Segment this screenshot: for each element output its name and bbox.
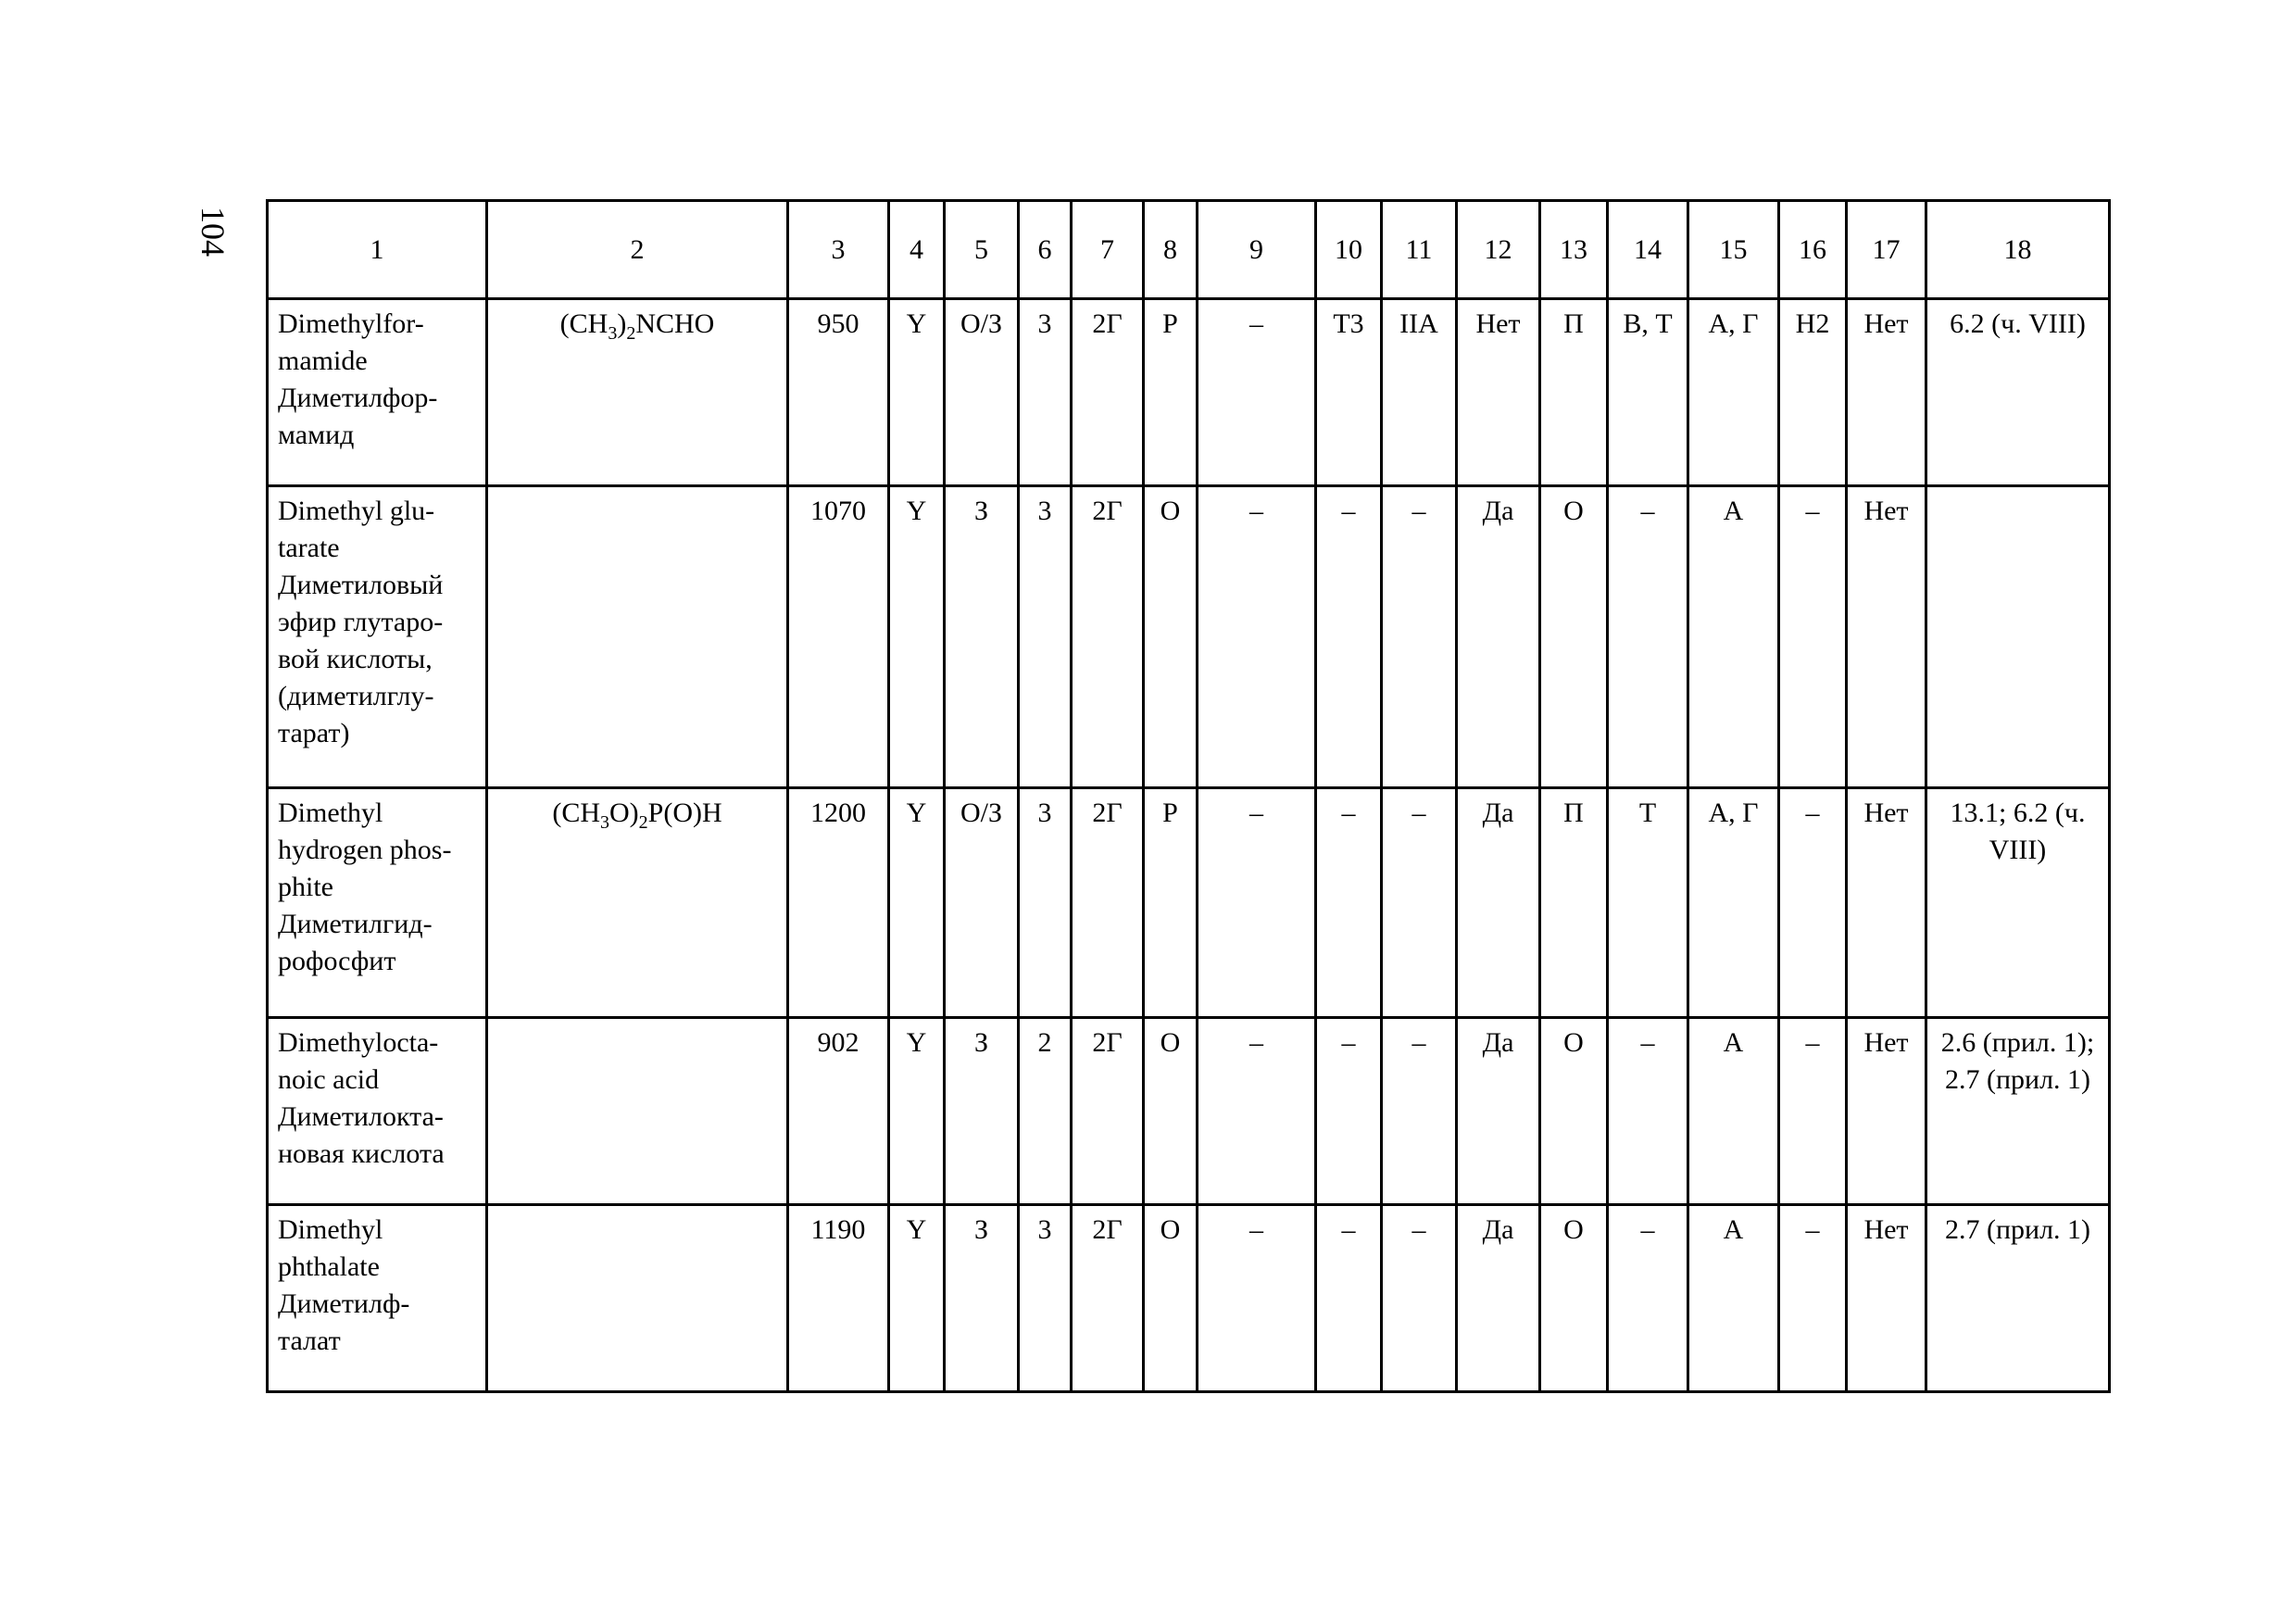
substance-name-line: hydrogen phos-: [278, 835, 452, 865]
header-cell: 2: [487, 201, 788, 299]
table-cell: –: [1608, 486, 1688, 788]
header-cell: 5: [945, 201, 1019, 299]
table-cell: Нет: [1847, 1018, 1926, 1205]
table-cell: 1190: [788, 1205, 889, 1392]
table-cell: А, Г: [1688, 788, 1779, 1018]
table-cell: А, Г: [1688, 299, 1779, 486]
table-cell: З: [945, 1018, 1019, 1205]
table-cell: О/З: [945, 299, 1019, 486]
substance-name-line: tarate: [278, 533, 340, 563]
table-body: [268, 201, 2110, 1392]
substance-name-line: phthalate: [278, 1251, 380, 1282]
substance-name-line: эфир глутаро-: [278, 607, 444, 637]
substance-name-line: рофосфит: [278, 946, 396, 976]
substance-name-line: (диметилглу-: [278, 681, 434, 711]
header-cell: 14: [1608, 201, 1688, 299]
table-cell: Y: [889, 788, 945, 1018]
table-cell: 1200: [788, 788, 889, 1018]
table-cell: О: [1144, 486, 1198, 788]
page-number: 104: [194, 207, 232, 257]
substance-name-line: Dimethyl glu-: [278, 496, 435, 526]
header-cell: 7: [1072, 201, 1144, 299]
table-row: [268, 1018, 2110, 1205]
table-cell: –: [1382, 486, 1457, 788]
table-cell: О: [1540, 486, 1608, 788]
table-cell: –: [1382, 1018, 1457, 1205]
table-cell: –: [1779, 486, 1847, 788]
table-cell: Да: [1457, 1018, 1540, 1205]
table-cell: –: [1198, 1018, 1316, 1205]
header-cell: 12: [1457, 201, 1540, 299]
table-cell: Да: [1457, 1205, 1540, 1392]
substance-name-line: талат: [278, 1326, 341, 1356]
table-cell: –: [1608, 1205, 1688, 1392]
table-cell: О: [1144, 1205, 1198, 1392]
table-cell: З: [945, 486, 1019, 788]
header-cell: 18: [1926, 201, 2110, 299]
table-cell: Y: [889, 1205, 945, 1392]
substance-name-line: mamide: [278, 346, 368, 376]
table-cell: А: [1688, 1205, 1779, 1392]
substance-name-line: Диметилф-: [278, 1288, 410, 1319]
formula-part: 3: [600, 812, 609, 833]
header-cell: 13: [1540, 201, 1608, 299]
substance-name-line: мамид: [278, 420, 355, 450]
substance-name-line: вой кислоты,: [278, 644, 433, 674]
table-cell: О: [1144, 1018, 1198, 1205]
table-cell: П: [1540, 299, 1608, 486]
table-cell: Нет: [1847, 1205, 1926, 1392]
table-cell: Y: [889, 299, 945, 486]
formula-part: NCHO: [635, 308, 715, 339]
header-cell: 9: [1198, 201, 1316, 299]
table-cell: –: [1382, 788, 1457, 1018]
table-row: [268, 1205, 2110, 1392]
reference-cell: [1926, 486, 2110, 788]
header-cell: 11: [1382, 201, 1457, 299]
table-cell: О: [1540, 1205, 1608, 1392]
table-cell: –: [1316, 486, 1382, 788]
chemical-formula: [559, 308, 715, 344]
substance-name-line: Dimethylocta-: [278, 1027, 439, 1058]
substance-name-cell: [268, 1018, 487, 1205]
substance-name-line: Dimethyl: [278, 1214, 383, 1245]
formula-cell: [487, 299, 788, 486]
substance-name-line: phite: [278, 872, 333, 902]
table-cell: Нет: [1847, 788, 1926, 1018]
substance-name-line: Диметилокта-: [278, 1101, 444, 1132]
table-cell: З: [945, 1205, 1019, 1392]
table-cell: Y: [889, 1018, 945, 1205]
table-cell: Т: [1608, 788, 1688, 1018]
table-cell: –: [1779, 788, 1847, 1018]
table-cell: Да: [1457, 486, 1540, 788]
substance-name-line: Диметилгид-: [278, 909, 433, 939]
header-cell: 16: [1779, 201, 1847, 299]
table-cell: Р: [1144, 299, 1198, 486]
substance-name-line: тарат): [278, 718, 350, 748]
header-cell: 8: [1144, 201, 1198, 299]
table-cell: 3: [1019, 788, 1072, 1018]
table-cell: Р: [1144, 788, 1198, 1018]
reference-cell: 6.2 (ч. VIII): [1926, 299, 2110, 486]
table-cell: А: [1688, 1018, 1779, 1205]
header-cell: 15: [1688, 201, 1779, 299]
table-cell: 2Г: [1072, 1205, 1144, 1392]
formula-part: (CH: [552, 798, 600, 828]
formula-part: 2: [638, 812, 648, 833]
substance-name-line: Dimethyl: [278, 798, 383, 828]
table-cell: 2Г: [1072, 486, 1144, 788]
substance-name-line: Dimethylfor-: [278, 308, 424, 339]
reference-cell: 2.7 (прил. 1): [1926, 1205, 2110, 1392]
formula-part: (CH: [559, 308, 609, 339]
formula-cell: [487, 1205, 788, 1392]
substance-name-cell: [268, 1205, 487, 1392]
table-cell: –: [1198, 299, 1316, 486]
table-row: [268, 299, 2110, 486]
substance-name-cell: [268, 486, 487, 788]
formula-part: 2: [626, 323, 636, 344]
substance-name-line: новая кислота: [278, 1138, 445, 1169]
reference-cell: 2.6 (прил. 1); 2.7 (прил. 1): [1926, 1018, 2110, 1205]
table-cell: –: [1779, 1018, 1847, 1205]
formula-cell: [487, 1018, 788, 1205]
table-cell: В, Т: [1608, 299, 1688, 486]
chemical-table: [266, 199, 2111, 1393]
table-cell: –: [1316, 1205, 1382, 1392]
substance-name-line: Диметилфор-: [278, 383, 438, 413]
substance-name-cell: [268, 788, 487, 1018]
formula-part: ): [617, 308, 627, 339]
table-cell: –: [1779, 1205, 1847, 1392]
table-cell: 2Г: [1072, 1018, 1144, 1205]
table-cell: Нет: [1847, 299, 1926, 486]
table-cell: П: [1540, 788, 1608, 1018]
table-cell: Y: [889, 486, 945, 788]
table-cell: Нет: [1457, 299, 1540, 486]
substance-name-line: Диметиловый: [278, 570, 444, 600]
header-cell: 1: [268, 201, 487, 299]
table-cell: –: [1198, 788, 1316, 1018]
table-cell: –: [1198, 1205, 1316, 1392]
table-cell: Т3: [1316, 299, 1382, 486]
chemical-formula: [552, 798, 722, 833]
table-cell: 3: [1019, 1205, 1072, 1392]
table-cell: Да: [1457, 788, 1540, 1018]
table-cell: IIA: [1382, 299, 1457, 486]
table-cell: 2: [1019, 1018, 1072, 1205]
formula-part: O): [609, 798, 639, 828]
table-cell: 2Г: [1072, 788, 1144, 1018]
table-cell: 950: [788, 299, 889, 486]
table-cell: –: [1198, 486, 1316, 788]
table-cell: 1070: [788, 486, 889, 788]
reference-cell: 13.1; 6.2 (ч. VIII): [1926, 788, 2110, 1018]
header-row: [268, 201, 2110, 299]
formula-part: P(O)H: [647, 798, 722, 828]
table-cell: О: [1540, 1018, 1608, 1205]
formula-cell: [487, 788, 788, 1018]
table-cell: –: [1316, 1018, 1382, 1205]
formula-part: 3: [608, 323, 618, 344]
table-cell: О/З: [945, 788, 1019, 1018]
header-cell: 4: [889, 201, 945, 299]
substance-name-line: noic acid: [278, 1064, 380, 1095]
table-cell: –: [1382, 1205, 1457, 1392]
table-cell: 3: [1019, 299, 1072, 486]
table-cell: –: [1316, 788, 1382, 1018]
header-cell: 17: [1847, 201, 1926, 299]
table-cell: А: [1688, 486, 1779, 788]
table-cell: 3: [1019, 486, 1072, 788]
table-cell: 902: [788, 1018, 889, 1205]
substance-name-cell: [268, 299, 487, 486]
table-row: [268, 788, 2110, 1018]
table-cell: Нет: [1847, 486, 1926, 788]
formula-cell: [487, 486, 788, 788]
table-cell: –: [1608, 1018, 1688, 1205]
header-cell: 6: [1019, 201, 1072, 299]
header-cell: 3: [788, 201, 889, 299]
table-cell: Н2: [1779, 299, 1847, 486]
table-row: [268, 486, 2110, 788]
table-cell: 2Г: [1072, 299, 1144, 486]
header-cell: 10: [1316, 201, 1382, 299]
